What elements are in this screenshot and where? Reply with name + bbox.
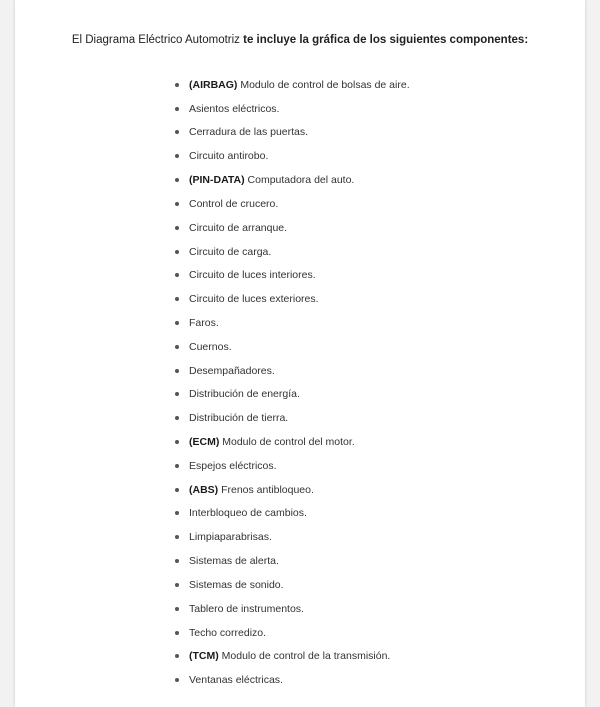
list-item-label: Computadora del auto.: [244, 174, 355, 187]
list-item-label: Tablero de instrumentos.: [189, 602, 304, 615]
bullet-icon: [175, 273, 179, 277]
list-item-label: Circuito de luces interiores.: [189, 269, 316, 282]
list-item: [175, 626, 585, 641]
bullet-icon: [175, 83, 179, 87]
list-item: [175, 411, 585, 426]
list-item-code: (AIRBAG): [189, 78, 238, 91]
list-item-label: Sistemas de alerta.: [189, 555, 279, 568]
list-item: [175, 125, 585, 140]
bullet-icon: [175, 464, 179, 468]
bullet-icon: [175, 535, 179, 539]
list-item: [175, 673, 585, 688]
bullet-icon: [175, 511, 179, 515]
bullet-icon: [175, 250, 179, 254]
list-item-label: Circuito antirobo.: [189, 150, 269, 163]
list-item-label: Interbloqueo de cambios.: [189, 507, 307, 520]
document-page: [15, 0, 585, 707]
bullet-icon: [175, 202, 179, 206]
bullet-icon: [175, 297, 179, 301]
list-item-code: (PIN-DATA): [189, 174, 245, 187]
list-item-label: Modulo de control de bolsas de aire.: [237, 78, 410, 91]
bullet-icon: [175, 107, 179, 111]
list-item-label: Frenos antibloqueo.: [218, 483, 314, 496]
list-item-label: Circuito de luces exteriores.: [189, 293, 319, 306]
list-item: [175, 602, 585, 617]
bullet-icon: [175, 226, 179, 230]
list-item: [175, 149, 585, 164]
list-item: [175, 578, 585, 593]
list-item: [175, 268, 585, 283]
list-item-label: Ventanas eléctricas.: [189, 674, 283, 687]
bullet-icon: [175, 392, 179, 396]
list-item-label: Asientos eléctricos.: [189, 102, 280, 115]
page-title: [15, 0, 585, 50]
bullet-icon: [175, 559, 179, 563]
list-item: [175, 649, 585, 664]
list-item: [175, 102, 585, 117]
list-item-label: Faros.: [189, 316, 219, 329]
page-title-bold: te incluye la gráfica de los siguientes componentes:: [243, 34, 529, 46]
bullet-icon: [175, 607, 179, 611]
list-item-label: Techo corredizo.: [189, 626, 267, 639]
bullet-icon: [175, 178, 179, 182]
list-item: [175, 292, 585, 307]
list-item-label: Circuito de carga.: [189, 245, 272, 258]
bullet-icon: [175, 154, 179, 158]
components-list: [15, 78, 585, 689]
list-item-label: Sistemas de sonido.: [189, 578, 284, 591]
bullet-icon: [175, 345, 179, 349]
bullet-icon: [175, 631, 179, 635]
list-item-label: Distribución de tierra.: [189, 412, 289, 425]
page-title-normal: El Diagrama Eléctrico Automotriz: [71, 34, 244, 46]
list-item: [175, 459, 585, 474]
list-item: [175, 530, 585, 545]
list-item: [175, 78, 585, 93]
bullet-icon: [175, 416, 179, 420]
list-item-label: Espejos eléctricos.: [189, 459, 277, 472]
list-item: [175, 221, 585, 236]
bullet-icon: [175, 654, 179, 658]
list-item: [175, 364, 585, 379]
list-item: [175, 483, 585, 498]
list-item-label: Modulo de control de la transmisión.: [218, 650, 391, 663]
list-item: [175, 506, 585, 521]
list-item-label: Modulo de control del motor.: [219, 436, 355, 448]
list-item: [175, 316, 585, 331]
bullet-icon: [175, 440, 179, 444]
list-item: [175, 387, 585, 402]
list-item: [175, 554, 585, 569]
bullet-icon: [175, 369, 179, 373]
bullet-icon: [175, 130, 179, 134]
list-item-label: Distribución de energía.: [189, 388, 300, 401]
bullet-icon: [175, 321, 179, 325]
list-item-code: (TCM): [189, 650, 219, 663]
bullet-icon: [175, 488, 179, 492]
list-item-label: Limpiaparabrisas.: [189, 531, 272, 544]
list-item: [175, 435, 585, 450]
list-item-label: Circuito de arranque.: [189, 221, 288, 234]
list-item: [175, 197, 585, 212]
list-item-label: Cuernos.: [189, 340, 232, 353]
bullet-icon: [175, 678, 179, 682]
list-item: [175, 173, 585, 188]
bullet-icon: [175, 583, 179, 587]
list-item-label: Desempañadores.: [189, 364, 275, 377]
list-item-code: (ECM): [189, 436, 220, 448]
list-item-label: Cerradura de las puertas.: [189, 126, 309, 139]
list-item-label: Control de crucero.: [189, 197, 279, 210]
list-item-code: (ABS): [189, 483, 219, 496]
list-item: [175, 340, 585, 355]
list-item: [175, 245, 585, 260]
